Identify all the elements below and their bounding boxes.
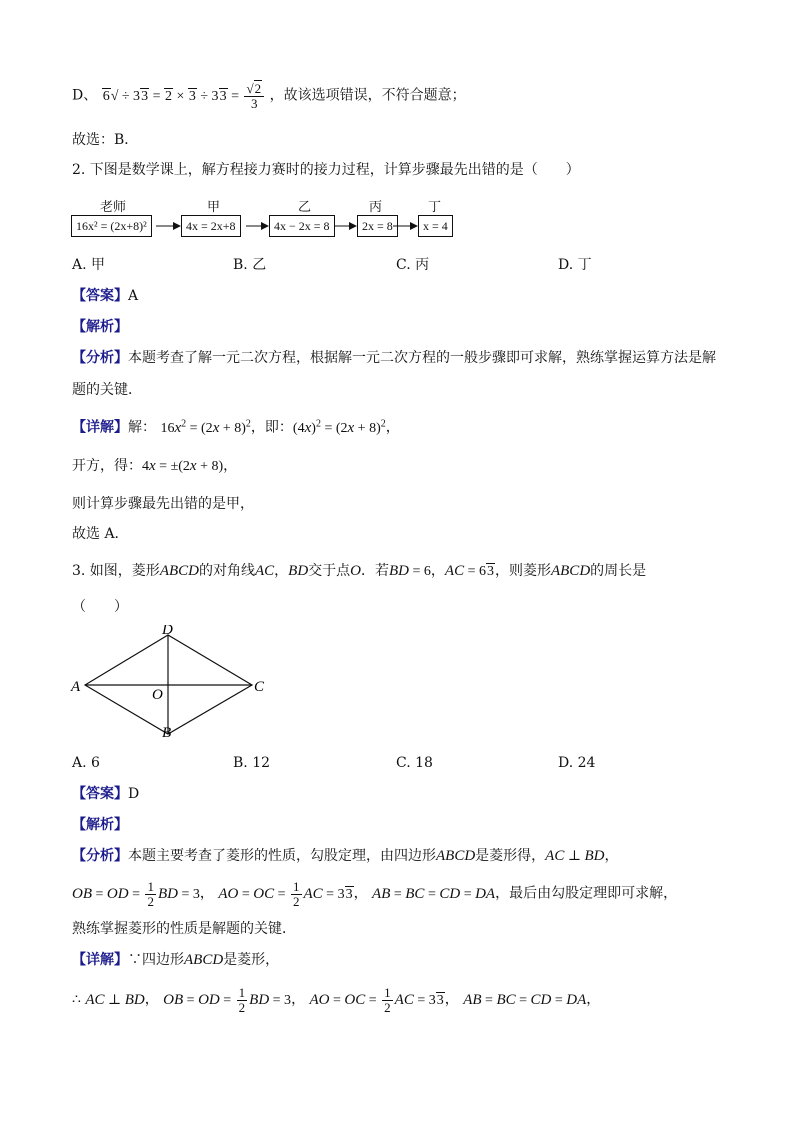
q2-analysis-tag: 【解析】 — [72, 319, 128, 335]
q3-detail-2: ∴ AC ⊥ BD， OB = OD = $\frac{1}{2}$ BD = 3， AO = OC = $\frac{1}{2}$ AC = 33， AB = BC = CD = DA， — [72, 985, 601, 1015]
label-a: A — [71, 679, 81, 695]
flow-box-yi: 4x − 2x = 8 — [269, 215, 335, 237]
flow-arrows — [0, 0, 794, 260]
q3-fenxi-2: OB = OD = $\frac{1}{2}$ BD = 3， AO = OC = $\frac{1}{2}$ AC = 33， AB = BC = CD = DA，最后由勾股定理即可求解， — [72, 879, 678, 909]
rhombus-figure — [60, 625, 290, 745]
q2-detail-2: 开方，得：4x = ±(2x + 8)， — [72, 458, 238, 474]
q3-stem-2: （ ） — [72, 599, 128, 615]
q2-option-c[interactable]: C. 丙 — [396, 257, 430, 273]
q3-detail-1: 【详解】∵四边形ABCD是菱形， — [72, 952, 280, 968]
q3-analysis-tag: 【解析】 — [72, 817, 128, 833]
q3-option-c[interactable]: C. 18 — [396, 755, 433, 771]
flow-box-bing: 2x = 8 — [357, 215, 398, 237]
label-b: B — [162, 725, 172, 741]
flow-box-ding: x = 4 — [418, 215, 453, 237]
q2-fenxi-1: 【分析】本题考查了解一元二次方程，根据解一元二次方程的一般步骤即可求解，熟练掌握运算方法是解 — [72, 350, 716, 366]
flow-box-teacher: 16x² = (2x+8)² — [71, 215, 152, 237]
label-d: D — [162, 625, 173, 638]
q3-option-a[interactable]: A. 6 — [72, 755, 100, 771]
q3-fenxi-3: 熟练掌握菱形的性质是解题的关键． — [72, 921, 296, 937]
q3-fenxi-1: 【分析】本题主要考查了菱形的性质，勾股定理，由四边形ABCD是菱形得，AC ⊥ BD， — [72, 848, 619, 864]
q3-answer: 【答案】D — [72, 786, 140, 802]
q2-detail-4: 故选 A． — [72, 526, 129, 542]
label-c: C — [254, 679, 265, 695]
q2-detail-1: 【详解】解： $16x^2 = (2x + 8)^2$，即：$(4x)^2 = (2x + 8)^2$， — [72, 418, 400, 436]
flow-label-ding: 丁 — [428, 200, 442, 215]
flow-label-yi: 乙 — [298, 200, 312, 215]
q2-stem: 2. 下图是数学课上，解方程接力赛时的接力过程，计算步骤最先出错的是（ ） — [72, 162, 580, 178]
prev-choose: 故选：B． — [72, 132, 139, 148]
q3-option-d[interactable]: D. 24 — [558, 755, 596, 771]
option-d-math: 6√ ÷ 33 = 2 × 3 ÷ 33 = $\frac{√2}{3}$ — [102, 89, 270, 104]
q3-stem-1: 3. 如图，菱形ABCD的对角线AC，BD交于点O．若BD = 6，AC = 63，则菱形ABCD的周长是 — [72, 563, 647, 579]
q2-detail-3: 则计算步骤最先出错的是甲， — [72, 496, 254, 512]
flow-label-bing: 丙 — [369, 200, 383, 215]
q2-fenxi-2: 题的关键． — [72, 382, 142, 398]
q3-option-b[interactable]: B. 12 — [233, 755, 271, 771]
option-d-line: D、 6√ ÷ 33 = 2 × 3 ÷ 33 = $\frac{√2}{3}$ ，故该选项错误，不符合题意； — [72, 81, 466, 111]
q2-option-d[interactable]: D. 丁 — [558, 257, 592, 273]
flow-label-teacher: 老师 — [100, 200, 127, 215]
flow-label-jia: 甲 — [207, 200, 221, 215]
q2-option-a[interactable]: A. 甲 — [72, 257, 106, 273]
q2-answer: 【答案】A — [72, 288, 139, 304]
q2-option-b[interactable]: B. 乙 — [233, 257, 267, 273]
flow-box-jia: 4x = 2x+8 — [181, 215, 241, 237]
label-o: O — [152, 687, 163, 703]
